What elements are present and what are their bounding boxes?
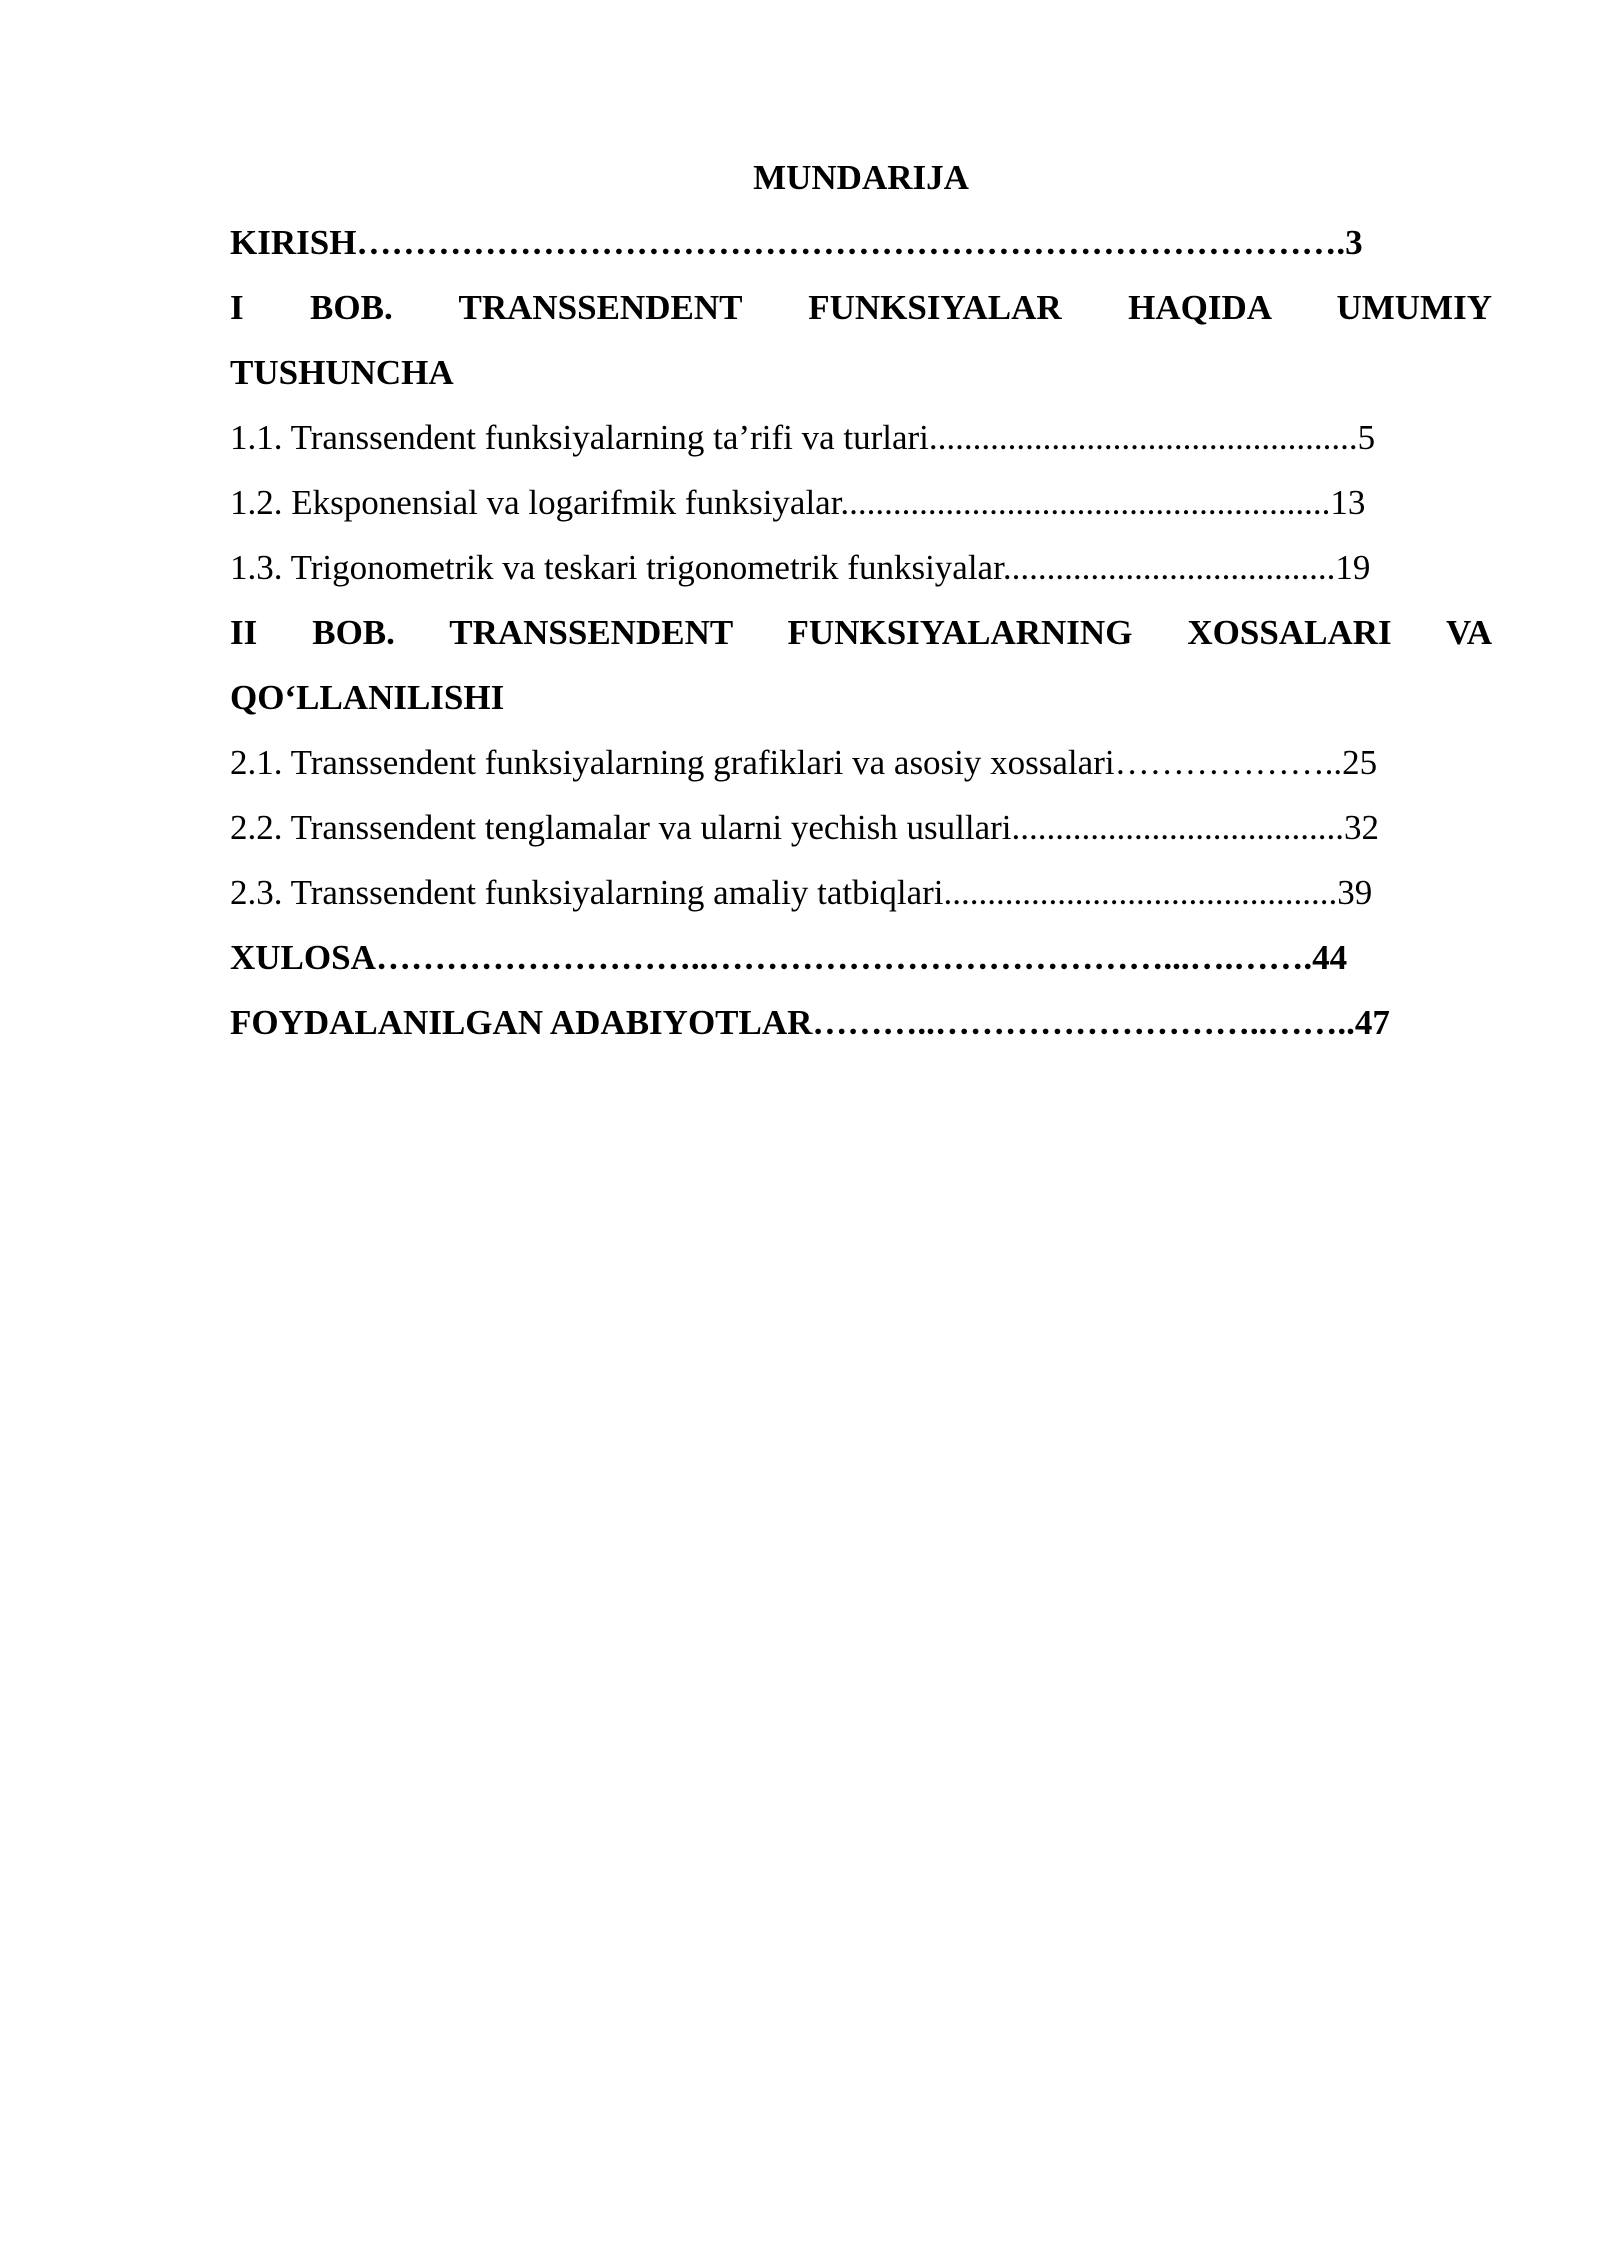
toc-chapter-1-heading: I BOB. TRANSSENDENT FUNKSIYALAR HAQIDA UMUMIY: [230, 288, 1492, 327]
toc-entry-1-3: 1.3. Trigonometrik va teskari trigonometrik funksiyalar......................................19: [230, 548, 1371, 587]
toc-entry-1-2: 1.2. Eksponensial va logarifmik funksiyalar........................................................13: [230, 483, 1366, 522]
table-of-contents: [230, 145, 1492, 1055]
toc-entry-kirish: KIRISH………………………………………………………………………….3: [230, 223, 1363, 262]
toc-entry-2-1: 2.1. Transsendent funksiyalarning grafiklari va asosiy xossalari………………..25: [230, 743, 1378, 782]
toc-entry-2-2: 2.2. Transsendent tenglamalar va ularni yechish usullari......................................32: [230, 808, 1380, 847]
toc-entry-1-1: 1.1. Transsendent funksiyalarning ta’rifi va turlari.................................................5: [230, 418, 1376, 457]
toc-chapter-2-heading: II BOB. TRANSSENDENT FUNKSIYALARNING XOSSALARI VA: [230, 613, 1492, 652]
toc-entry-adabiyotlar: FOYDALANILGAN ADABIYOTLAR………..………………………..……..47: [230, 1003, 1390, 1042]
toc-chapter-1-heading-cont: TUSHUNCHA: [230, 353, 454, 392]
toc-entry-xulosa: XULOSA………………………..…………………………………...….…….44: [230, 938, 1348, 977]
toc-chapter-2-heading-cont: QO‘LLANILISHI: [230, 678, 505, 717]
toc-entry-2-3: 2.3. Transsendent funksiyalarning amaliy tatbiqlari.............................................39: [230, 873, 1373, 912]
toc-title: MUNDARIJA: [753, 158, 969, 197]
